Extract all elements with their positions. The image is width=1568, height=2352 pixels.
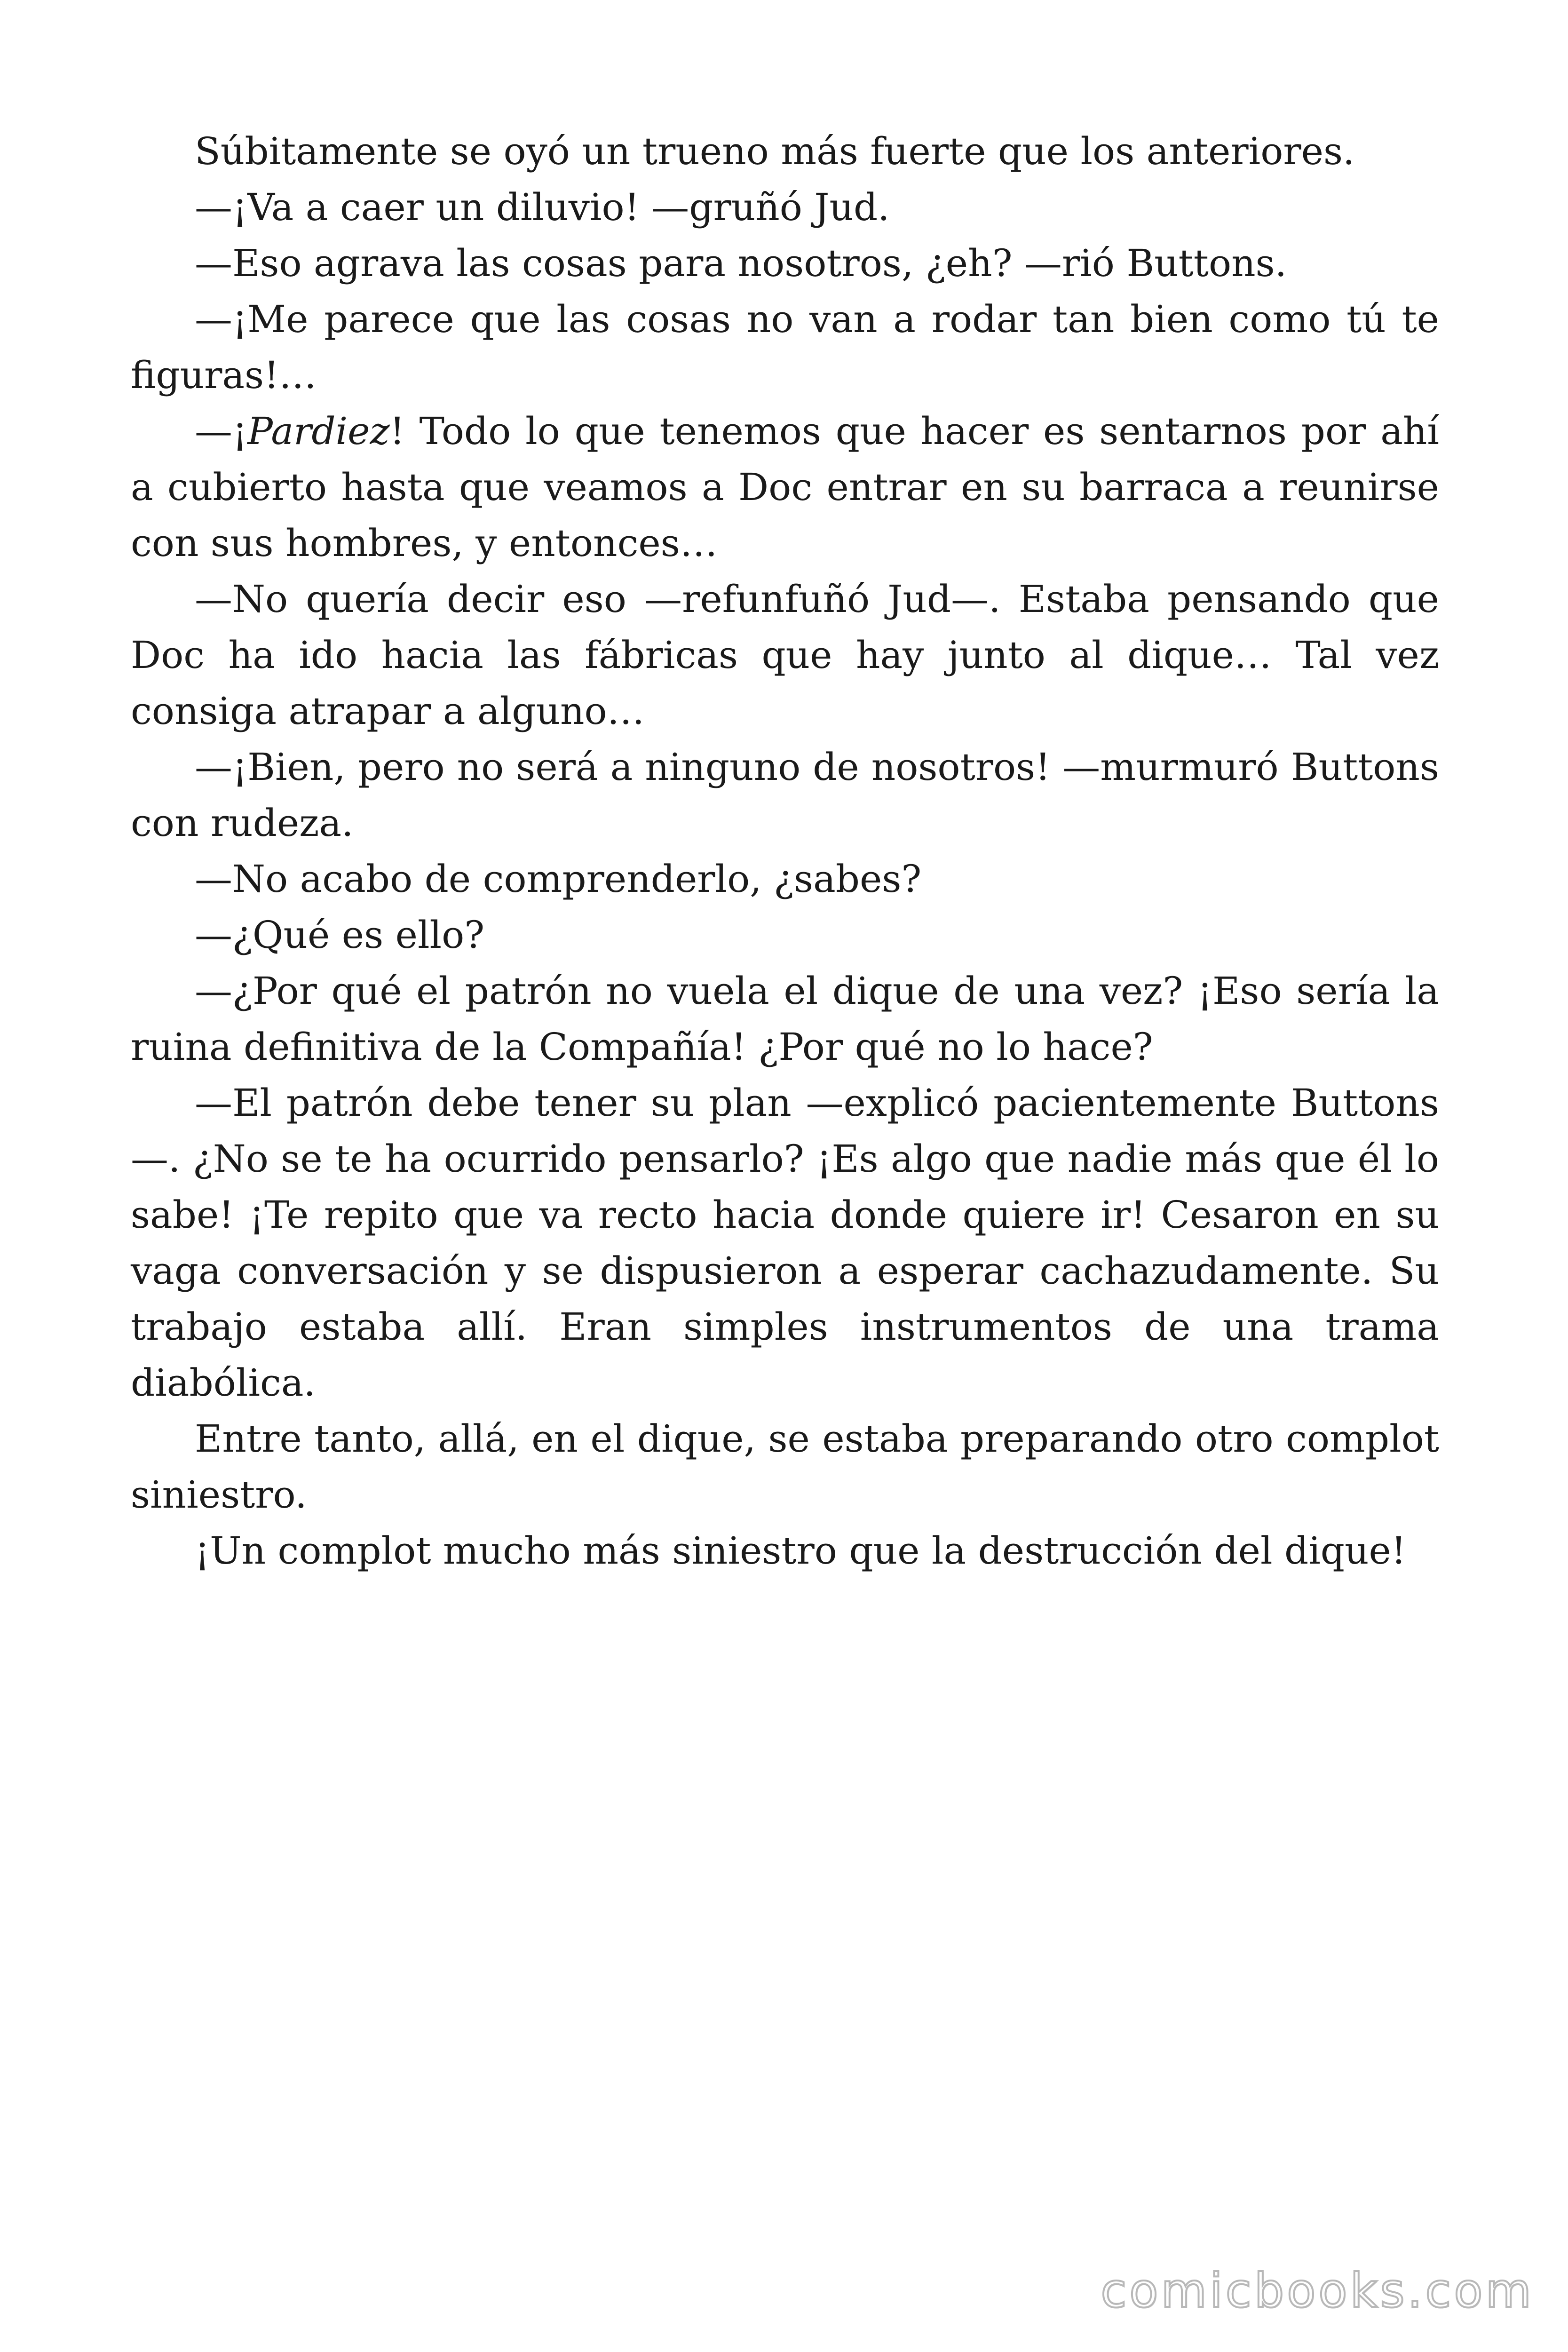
paragraph-prefix: —¡: [195, 409, 248, 453]
paragraph: —¿Qué es ello?: [195, 913, 485, 957]
paragraph-suffix: ! Todo lo que tenemos que hacer es sentarnos por ahí a cubierto hasta que veamos a Doc entrar en su barraca a reunirse con sus hombres, y entonces…: [131, 409, 1439, 565]
paragraph: Súbitamente se oyó un trueno más fuerte que los anteriores.: [195, 129, 1355, 173]
paragraph: —No acabo de comprenderlo, ¿sabes?: [195, 857, 922, 901]
paragraph: —¡Bien, pero no será a ninguno de nosotros! —murmuró Buttons con rudeza.: [131, 745, 1439, 845]
body-text: [131, 123, 1439, 1579]
paragraph: —¡Va a caer un diluvio! —gruñó Jud.: [195, 185, 890, 229]
paragraph: —¿Por qué el patrón no vuela el dique de una vez? ¡Eso sería la ruina definitiva de la Compañía! ¿Por qué no lo hace?: [131, 969, 1439, 1069]
paragraph: [131, 403, 1439, 571]
paragraph: —El patrón debe tener su plan —explicó pacientemente Buttons —. ¿No se te ha ocurrido pensarlo? ¡Es algo que nadie más que él lo sabe! ¡Te repito que va recto hacia donde quiere ir! Cesaron en su vaga conversación y se dispusieron a esperar cachazudamente. Su trabajo estaba allí. Eran simples instrumentos de una trama diabólica.: [131, 1081, 1439, 1405]
paragraph: —No quería decir eso —refunfuñó Jud—. Estaba pensando que Doc ha ido hacia las fábricas que hay junto al dique… Tal vez consiga atrapar a alguno…: [131, 577, 1439, 733]
watermark: comicbooks.com: [1101, 2263, 1534, 2318]
italic-word: Pardiez: [247, 409, 390, 453]
paragraph: ¡Un complot mucho más siniestro que la destrucción del dique!: [195, 1529, 1407, 1573]
paragraph: Entre tanto, allá, en el dique, se estaba preparando otro complot siniestro.: [131, 1417, 1439, 1517]
paragraph: —¡Me parece que las cosas no van a rodar tan bien como tú te figuras!…: [131, 297, 1439, 397]
paragraph: —Eso agrava las cosas para nosotros, ¿eh? —rió Buttons.: [195, 241, 1287, 285]
